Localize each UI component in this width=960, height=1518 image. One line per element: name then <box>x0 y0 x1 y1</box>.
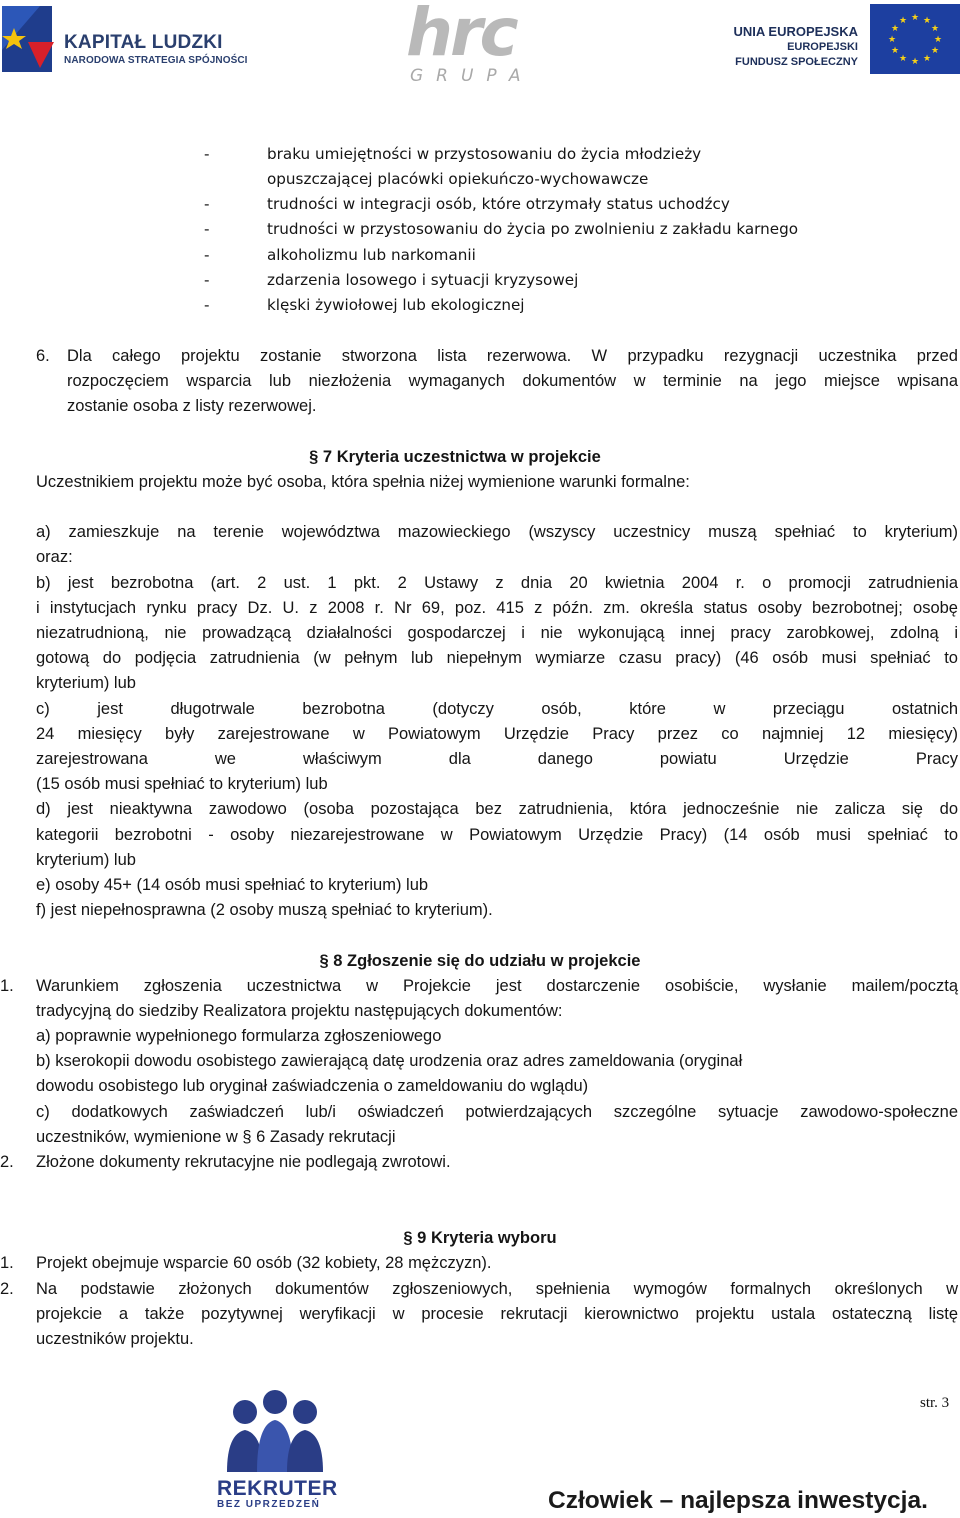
list-item-dash: - <box>204 246 210 264</box>
kapital-ludzki-subtitle: NARODOWA STRATEGIA SPÓJNOŚCI <box>64 55 248 66</box>
svg-text:★: ★ <box>898 16 908 26</box>
eu-logo-line1: UNIA EUROPEJSKA <box>733 24 858 39</box>
list-item-text: trudności w integracji osób, które otrzymały status uchodźcy <box>267 195 730 213</box>
svg-text:★: ★ <box>890 24 900 34</box>
list-item-dash: - <box>204 195 210 213</box>
svg-text:★: ★ <box>922 54 932 64</box>
list-item-text: braku umiejętności w przystosowaniu do życia młodzieży <box>267 145 702 163</box>
hrc-logo-subtitle: GRUPA <box>410 66 534 86</box>
paragraph-line: Dla całego projektu zostanie stworzona lista rezerwowa. W przypadku rezygnacji uczestnika przed <box>67 347 958 365</box>
rekruter-name: REKRUTER <box>217 1477 338 1500</box>
hrc-grupa-logo <box>400 0 560 94</box>
rekruter-figures-icon <box>205 1390 345 1476</box>
svg-text:★: ★ <box>922 16 932 26</box>
eu-logo-line2: EUROPEJSKI <box>787 41 858 53</box>
criterion-b: b) jest bezrobotna (art. 2 ust. 1 pkt. 2 Ustawy z dnia 20 kwietnia 2004 r. o promocji zatrudnienia <box>36 574 958 592</box>
svg-text:★: ★ <box>910 57 920 67</box>
rekruter-logo <box>205 1390 345 1512</box>
criterion-a-cont: oraz: <box>36 548 73 566</box>
rekruter-subtitle: BEZ UPRZEDZEŃ <box>217 1499 321 1510</box>
list-item-dash: - <box>204 296 210 314</box>
svg-text:★: ★ <box>930 24 940 34</box>
list-item-text: projekcie a także pozytywnej weryfikacji w procesie rekrutacji kierownictwo projektu ustala ostateczną listę <box>36 1305 958 1323</box>
section-heading: § 8 Zgłoszenie się do udziału w projekcie <box>319 952 641 970</box>
criterion-b-cont: niezatrudnioną, nie prowadzącą działalności gospodarczej i nie wykonującą innej pracy zarobkowej, zdolną i <box>36 624 958 642</box>
paragraph-line: zostanie osoba z listy rezerwowej. <box>67 397 317 415</box>
criterion-d-cont: kategorii bezrobotni - osoby niezarejestrowane w Powiatowym Urzędzie Pracy) (14 osób musi spełniać to <box>36 826 958 844</box>
criterion-b-cont: kryterium) lub <box>36 674 136 692</box>
criterion-b-cont: i instytucjach rynku pracy Dz. U. z 2008 r. Nr 69, poz. 415 z późn. zm. określa status osoby bezrobotnej; osobę <box>36 599 958 617</box>
list-item-dash: - <box>204 271 210 289</box>
kapital-ludzki-logo <box>0 2 250 78</box>
list-item-text: Warunkiem zgłoszenia uczestnictwa w Projekcie jest dostarczenie osobiście, wysłanie mailem/pocztą <box>36 977 958 995</box>
kapital-ludzki-title: KAPITAŁ LUDZKI <box>64 32 223 53</box>
section-heading: § 9 Kryteria wyboru <box>403 1229 557 1247</box>
svg-text:★: ★ <box>910 13 920 23</box>
eu-flag-icon <box>870 4 960 74</box>
list-number: 1. <box>0 1254 14 1272</box>
eu-logo <box>730 4 960 78</box>
section-heading: § 7 Kryteria uczestnictwa w projekcie <box>309 448 601 466</box>
list-item-text: Złożone dokumenty rekrutacyjne nie podlegają zwrotowi. <box>36 1153 451 1171</box>
list-item-text: uczestników projektu. <box>36 1330 194 1348</box>
criterion-f: f) jest niepełnosprawna (2 osoby muszą spełniać to kryterium). <box>36 901 493 919</box>
list-number: 2. <box>0 1153 14 1171</box>
eu-logo-line3: FUNDUSZ SPOŁECZNY <box>735 56 858 68</box>
list-item-text: a) poprawnie wypełnionego formularza zgłoszeniowego <box>36 1027 442 1045</box>
list-item-dash: - <box>204 220 210 238</box>
list-item-text: tradycyjną do siedziby Realizatora projektu następujących dokumentów: <box>36 1002 563 1020</box>
svg-text:★: ★ <box>930 46 940 56</box>
paragraph-number: 6. <box>36 347 50 365</box>
svg-text:★: ★ <box>933 35 943 45</box>
list-item-text: c) dodatkowych zaświadczeń lub/i oświadczeń potwierdzających szczególne sytuacje zawodowo-społeczne <box>36 1103 958 1121</box>
svg-text:★: ★ <box>887 35 897 45</box>
list-item-text: Na podstawie złożonych dokumentów zgłoszeniowych, spełnienia wymogów formalnych określonych w <box>36 1280 958 1298</box>
list-item-text: dowodu osobistego lub oryginał zaświadczenia o zameldowaniu do wglądu) <box>36 1077 589 1095</box>
svg-text:★: ★ <box>898 54 908 64</box>
criterion-c-cont: zarejestrowana we właściwym dla danego powiatu Urzędzie Pracy <box>36 750 958 768</box>
list-item-text: klęski żywiołowej lub ekologicznej <box>267 296 525 314</box>
criterion-b-cont: gotową do podjęcia zatrudnienia (w pełnym lub niepełnym wymiarze czasu pracy) (46 osób musi spełniać to <box>36 649 958 667</box>
criterion-c-cont: 24 miesięcy były zarejestrowane w Powiatowym Urzędzie Pracy przez co najmniej 12 miesięcy) <box>36 725 958 743</box>
hrc-logo-letters: hrc <box>406 0 516 71</box>
criterion-c-cont: (15 osób musi spełniać to kryterium) lub <box>36 775 328 793</box>
list-item-text: uczestników, wymienione w § 6 Zasady rekrutacji <box>36 1128 396 1146</box>
footer-motto: Człowiek – najlepsza inwestycja. <box>548 1487 928 1514</box>
list-item-text: trudności w przystosowaniu do życia po zwolnieniu z zakładu karnego <box>267 220 799 238</box>
list-item-text: alkoholizmu lub narkomanii <box>267 246 476 264</box>
criterion-a: a) zamieszkuje na terenie województwa mazowieckiego (wszyscy uczestnicy muszą spełniać to kryterium) <box>36 523 958 541</box>
list-number: 2. <box>0 1280 14 1298</box>
paragraph-line: rozpoczęciem wsparcia lub niezłożenia wymaganych dokumentów w terminie na jego miejsce wpisana <box>67 372 958 390</box>
criterion-d: d) jest nieaktywna zawodowo (osoba pozostająca bez zatrudnienia, która jednocześnie nie zalicza się do <box>36 800 958 818</box>
criterion-e: e) osoby 45+ (14 osób musi spełniać to kryterium) lub <box>36 876 429 894</box>
list-item-text: zdarzenia losowego i sytuacji kryzysowej <box>267 271 579 289</box>
list-item-text: Projekt obejmuje wsparcie 60 osób (32 kobiety, 28 mężczyzn). <box>36 1254 492 1272</box>
list-item-text: b) kserokopii dowodu osobistego zawierającą datę urodzenia oraz adres zameldowania (oryginał <box>36 1052 743 1070</box>
kapital-ludzki-emblem-icon <box>0 2 62 78</box>
page-number: str. 3 <box>920 1395 950 1411</box>
list-item-text: opuszczającej placówki opiekuńczo-wychowawcze <box>267 170 649 188</box>
criterion-c: c) jest długotrwale bezrobotna (dotyczy osób, które w przeciągu ostatnich <box>36 700 958 718</box>
section-intro: Uczestnikiem projektu może być osoba, która spełnia niżej wymienione warunki formalne: <box>36 473 690 491</box>
criterion-d-cont: kryterium) lub <box>36 851 136 869</box>
list-item-dash: - <box>204 145 210 163</box>
svg-text:★: ★ <box>890 46 900 56</box>
list-number: 1. <box>0 977 14 995</box>
